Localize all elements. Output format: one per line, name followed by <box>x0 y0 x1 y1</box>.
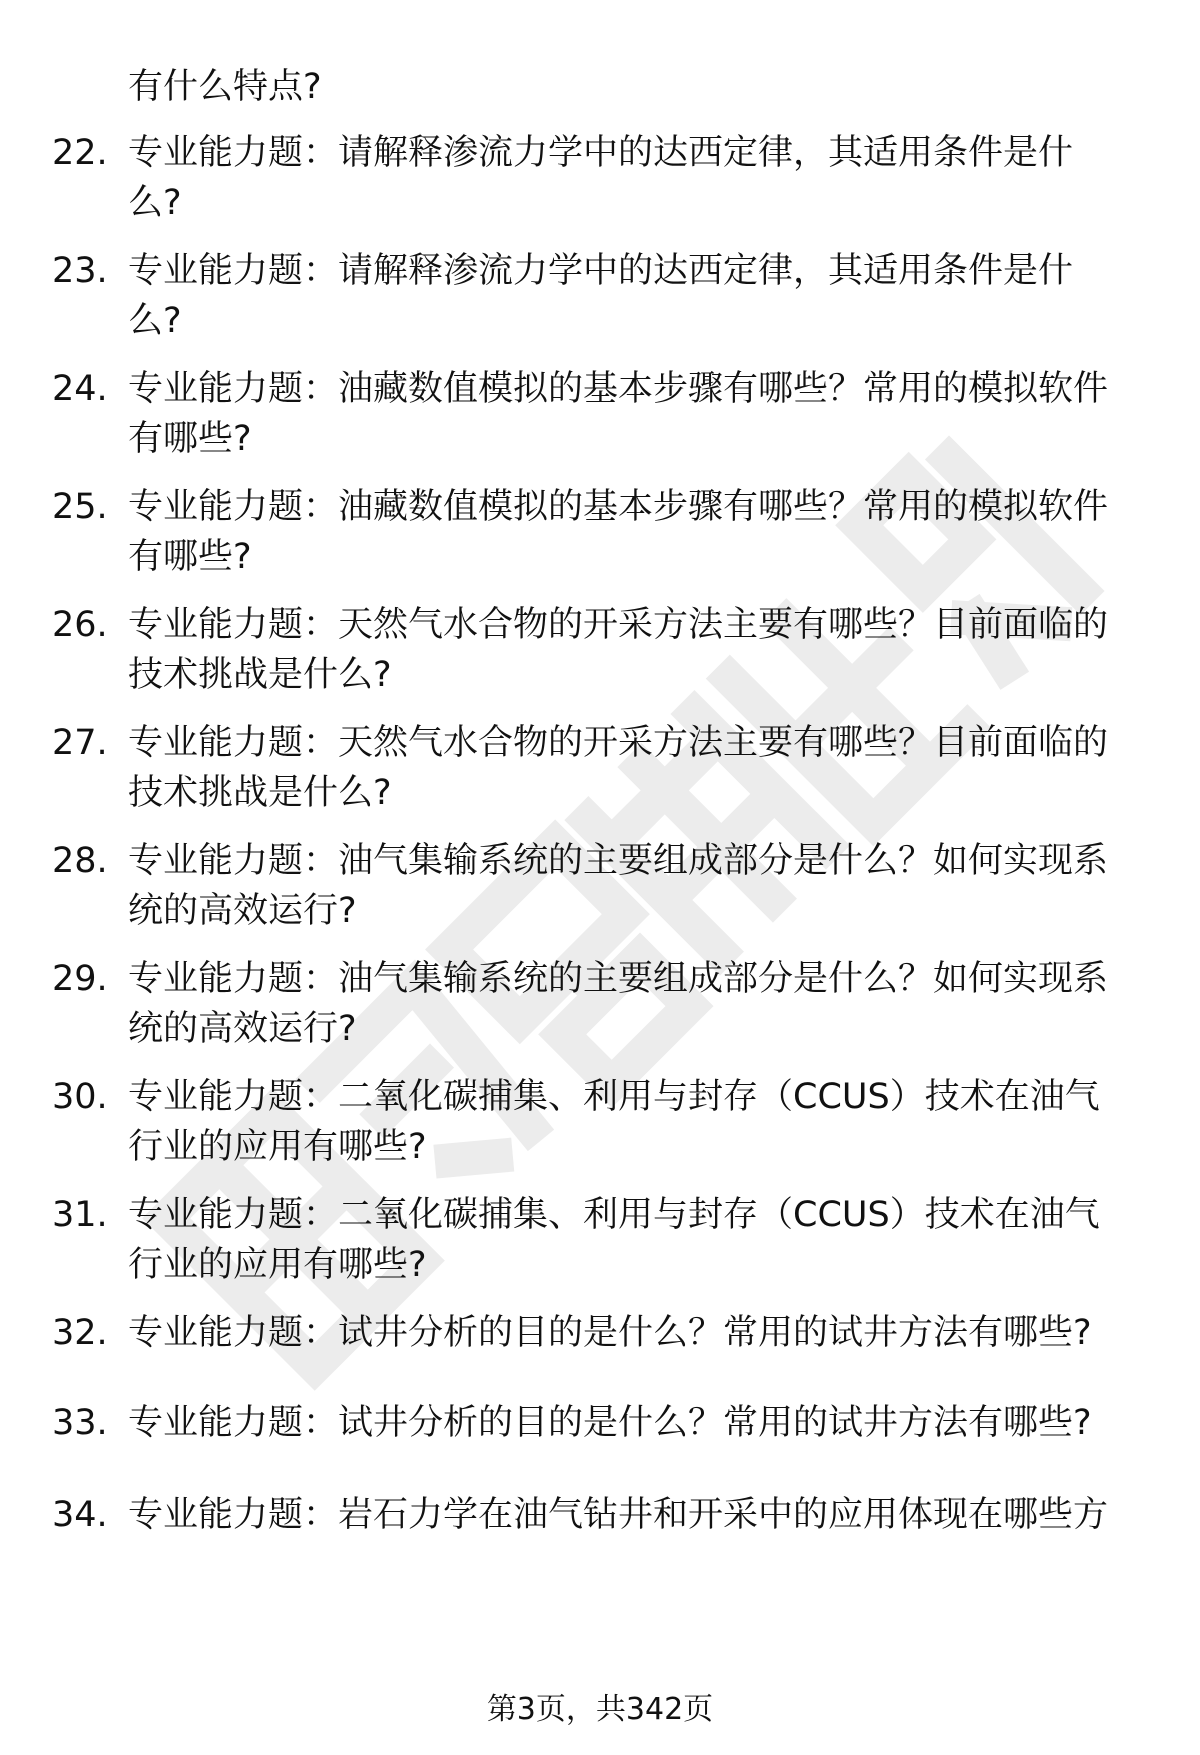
question-text-line: 有哪些? <box>128 537 252 577</box>
question-text-line: 技术挑战是什么? <box>128 773 392 813</box>
question-text-line: 专业能力题：二氧化碳捕集、利用与封存（CCUS）技术在油气 <box>128 1195 1100 1235</box>
question-text-line: 么? <box>128 301 182 341</box>
question-text-line: 专业能力题：试井分析的目的是什么？常用的试井方法有哪些? <box>128 1313 1092 1353</box>
question-text-line: 专业能力题：岩石力学在油气钻井和开采中的应用体现在哪些方 <box>128 1495 1109 1535</box>
question-text-line: 技术挑战是什么? <box>128 655 392 695</box>
question-text-line: 有哪些? <box>128 419 252 459</box>
question-text <box>128 246 1148 346</box>
question-text-line: 专业能力题：油气集输系统的主要组成部分是什么？如何实现系 <box>128 841 1109 881</box>
question-text-line: 专业能力题：请解释渗流力学中的达西定律，其适用条件是什 <box>128 133 1074 173</box>
question-text <box>128 1190 1148 1290</box>
question-text <box>128 1398 1148 1448</box>
question-number: 23. <box>52 251 108 291</box>
question-text-line: 专业能力题：二氧化碳捕集、利用与封存（CCUS）技术在油气 <box>128 1077 1100 1117</box>
question-number: 29. <box>52 959 108 999</box>
continuation-text: 有什么特点? <box>128 67 322 107</box>
question-text <box>128 1308 1148 1358</box>
question-text <box>128 718 1148 818</box>
question-number: 32. <box>52 1313 108 1353</box>
question-text-line: 专业能力题：油藏数值模拟的基本步骤有哪些？常用的模拟软件 <box>128 487 1109 527</box>
question-text-line: 么? <box>128 183 182 223</box>
question-text <box>128 364 1148 464</box>
question-number: 30. <box>52 1077 108 1117</box>
question-number: 27. <box>52 723 108 763</box>
question-text <box>128 128 1148 228</box>
question-number: 24. <box>52 369 108 409</box>
question-number: 34. <box>52 1495 108 1535</box>
question-text <box>128 1490 1148 1540</box>
question-number: 33. <box>52 1403 108 1443</box>
question-number: 25. <box>52 487 108 527</box>
question-text <box>128 1072 1148 1172</box>
question-text <box>128 482 1148 582</box>
question-text-line: 行业的应用有哪些? <box>128 1127 427 1167</box>
question-number: 26. <box>52 605 108 645</box>
question-text-line: 专业能力题：天然气水合物的开采方法主要有哪些？目前面临的 <box>128 605 1109 645</box>
question-number: 22. <box>52 133 108 173</box>
question-text <box>128 836 1148 936</box>
question-text-line: 行业的应用有哪些? <box>128 1245 427 1285</box>
question-text <box>128 600 1148 700</box>
page-footer: 第3页，共342页 <box>486 1692 714 1727</box>
question-text-line: 专业能力题：油气集输系统的主要组成部分是什么？如何实现系 <box>128 959 1109 999</box>
question-text-line: 专业能力题：天然气水合物的开采方法主要有哪些？目前面临的 <box>128 723 1109 763</box>
question-text-line: 专业能力题：试井分析的目的是什么？常用的试井方法有哪些? <box>128 1403 1092 1443</box>
question-text-line: 专业能力题：请解释渗流力学中的达西定律，其适用条件是什 <box>128 251 1074 291</box>
question-text-line: 专业能力题：油藏数值模拟的基本步骤有哪些？常用的模拟软件 <box>128 369 1109 409</box>
question-number: 31. <box>52 1195 108 1235</box>
question-text-line: 统的高效运行? <box>128 1009 357 1049</box>
question-number: 28. <box>52 841 108 881</box>
question-text <box>128 954 1148 1054</box>
question-text-line: 统的高效运行? <box>128 891 357 931</box>
